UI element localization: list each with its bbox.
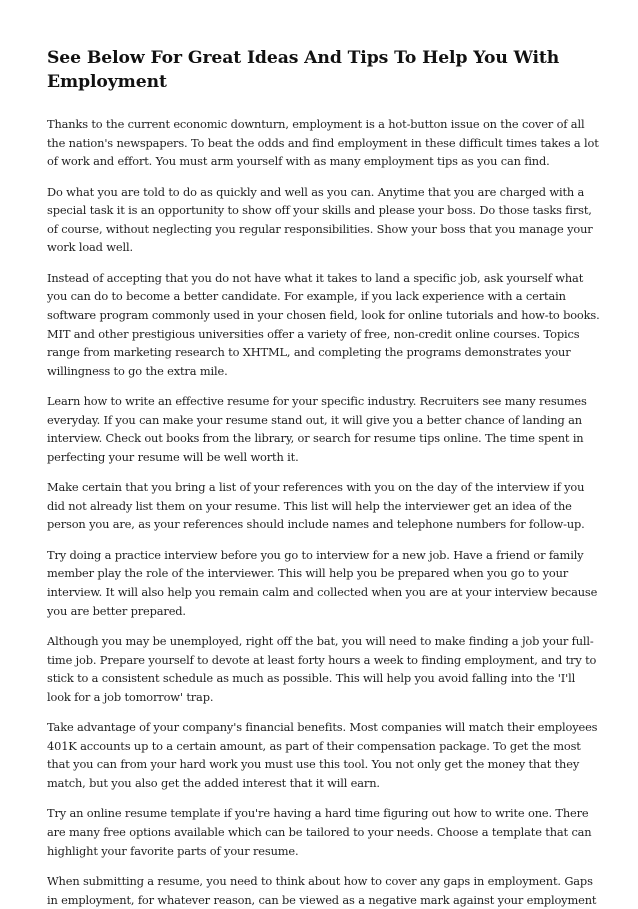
paragraph-1: Thanks to the current economic downturn, employment is a hot-button issue on the cover of all the nation's newspapers. To beat the odds and find employment in these difficult times takes a lot of work and effort. You must arm yourself with as many employment tips as you can find. [47, 117, 599, 169]
paragraph-6: Try doing a practice interview before you go to interview for a new job. Have a friend or family member play the role of the interviewer. This will help you be prepared when you go to your interview. It will also help you remain calm and collected when you are at your interview because you are better prepared. [47, 547, 598, 618]
paragraph-10: When submitting a resume, you need to think about how to cover any gaps in employment. Gaps in employment, for whatever reason, can be viewed as a negative mark against your employment [47, 873, 597, 907]
paragraph-9: Try an online resume template if you're having a hard time figuring out how to write one. There are many free options available which can be tailored to your needs. Choose a template that can highlight your favorite parts of your resume. [47, 806, 592, 858]
paragraph-8: Take advantage of your company's financial benefits. Most companies will match their employees 401K accounts up to a certain amount, as part of their compensation package. To get the most that you can from your hard work you must use this tool. You not only get the money that they match, but you also get the added interest that it will earn. [47, 720, 598, 790]
paragraph-2: Do what you are told to do as quickly and well as you can. Anytime that you are charged with a special task it is an opportunity to show off your skills and please your boss. Do those tasks first, of course, without neglecting you regular responsibilities. Show your boss that you manage your work load well. [47, 184, 593, 255]
paragraph-3: Instead of accepting that you do not have what it takes to land a specific job, ask yourself what you can do to become a better candidate. For example, if you lack experience with a certain software program commonly used in your chosen field, look for online tutorials and how-to books. MIT and other prestigious universities offer a variety of free, non-credit online courses. Topics range from marketing research to XHTML, and completing the programs demonstrates your willingness to go the extra mile. [47, 270, 600, 378]
page-title: See Below For Great Ideas And Tips To Help You With Employment [47, 48, 560, 92]
paragraph-5: Make certain that you bring a list of your references with you on the day of the interview if you did not already list them on your resume. This list will help the interviewer get an idea of the person you are, as your references should include names and telephone numbers for follow-up. [47, 480, 585, 532]
paragraph-7: Although you may be unemployed, right off the bat, you will need to make finding a job your full-time job. Prepare yourself to devote at least forty hours a week to finding employment, and try to stick to a consistent schedule as much as possible. This will help you avoid falling into the 'I'll look for a job tomorrow' trap. [47, 634, 597, 704]
paragraph-4: Learn how to write an effective resume for your specific industry. Recruiters see many resumes everyday. If you can make your resume stand out, it will give you a better chance of landing an interview. Check out books from the library, or search for resume tips online. The time spent in perfecting your resume will be well worth it. [47, 394, 587, 464]
